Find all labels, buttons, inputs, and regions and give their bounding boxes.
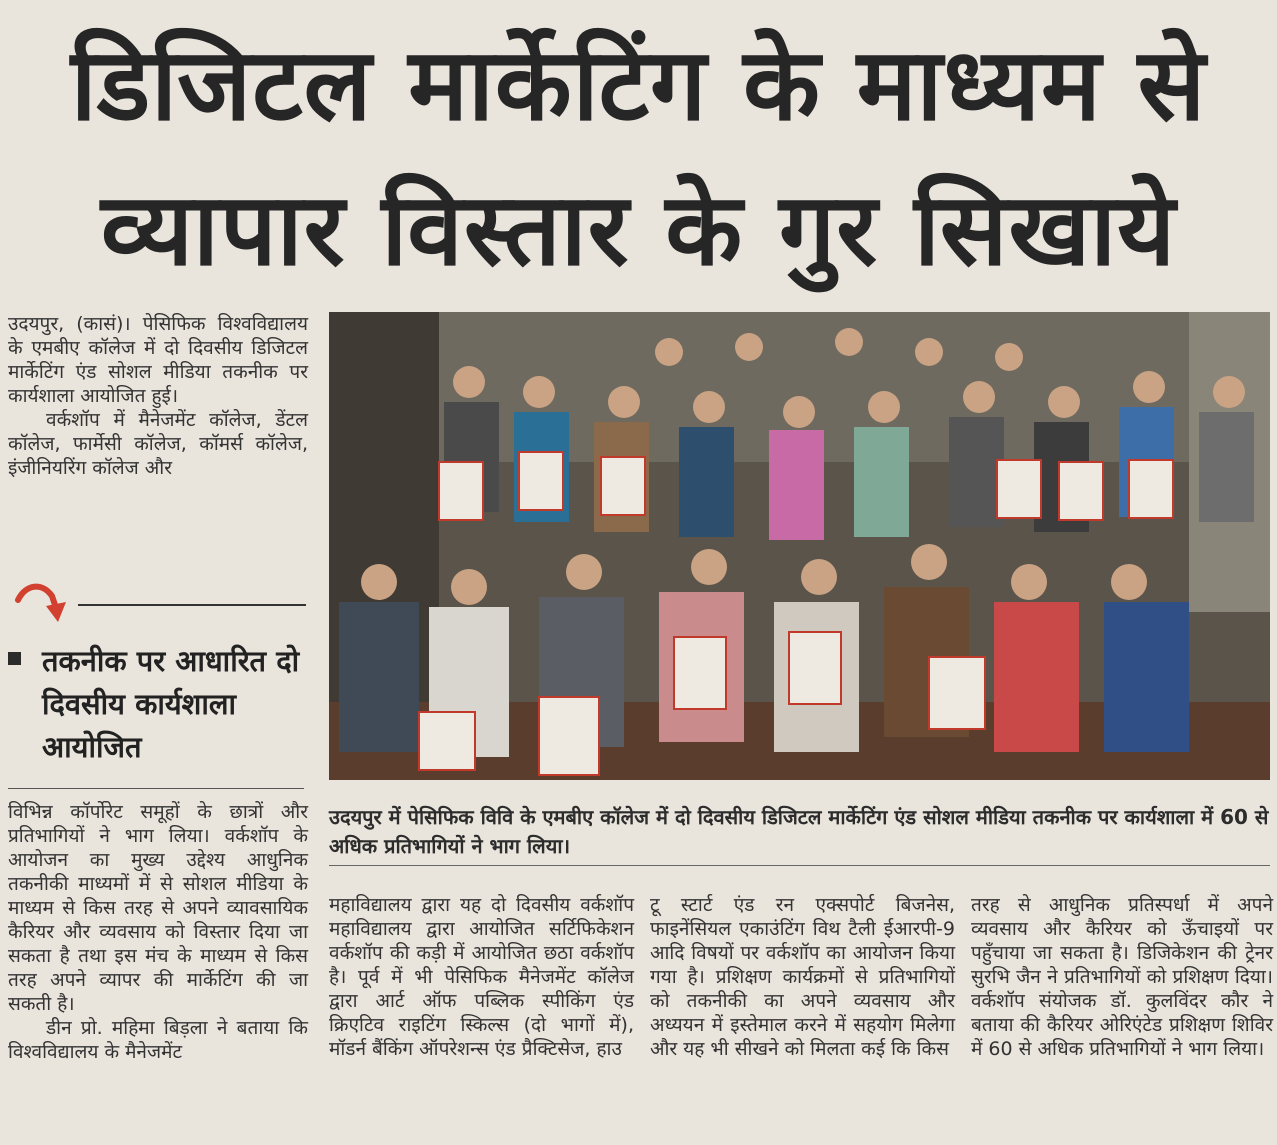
body-column-1-paragraph-2: डीन प्रो. महिमा बिड़ला ने बताया कि विश्वविद्यालय के मैनेजमेंट: [8, 1017, 308, 1063]
body-column-3: टू स्टार्ट एंड रन एक्सपोर्ट बिजनेस, फाइनेंसियल एकाउंटिंग विथ टैली ईआरपी-9 आदि विषयों पर वर्कशॉप का आयोजन किया गया है। प्रशिक्षण कार्यक्रमों से प्रतिभागियों को तकनीकी का अपने व्यवसाय और अध्ययन में इस्तेमाल करने में सहयोग मिलेगा और यह भी सीखने को मिलता कई कि किस: [650, 894, 955, 1060]
body-column-2: महाविद्यालय द्वारा यह दो दिवसीय वर्कशॉप महाविद्यालय द्वारा आयोजित सर्टिफिकेशन वर्कशॉप की कड़ी में आयोजित छठा वर्कशॉप है। पूर्व में भी पेसिफिक मैनेजमेंट कॉलेज द्वारा आर्ट ऑफ पब्लिक स्पीकिंग एंड क्रिएटिव राइटिंग स्किल्स (दो भागों में), मॉडर्न बैंकिंग ऑपरेशन्स एंड प्रैक्टिसेज, हाउ: [329, 894, 634, 1060]
body-column-1: [8, 800, 308, 1064]
group-photo-illustration: [329, 312, 1270, 780]
body-column-4: तरह से आधुनिक प्रतिस्पर्धा में अपने व्यवसाय और कैरियर को ऊँचाइयों पर पहुँचाया जा सकता है। डिजिकेशन की ट्रेनर सुरभि जैन ने प्रतिभागियों को प्रशिक्षण दिया। वर्कशॉप संयोजक डॉ. कुलविंदर कौर ने बताया की कैरियर ओरिएंटेड प्रशिक्षण शिविर में 60 से अधिक प्रतिभागियों ने भाग लिया।: [971, 894, 1273, 1060]
group-photo: [329, 312, 1270, 780]
bullet-square-icon: [8, 652, 21, 665]
intro-column: [8, 312, 308, 480]
highlight-text: तकनीक पर आधारित दो दिवसीय कार्यशाला आयोजित: [42, 644, 300, 764]
intro-paragraph-2: वर्कशॉप में मैनेजमेंट कॉलेज, डेंटल कॉलेज, फार्मेसी कॉलेज, कॉमर्स कॉलेज, इंजीनियरिंग कॉलेज और: [8, 409, 308, 479]
body-column-1-paragraph-1: विभिन्न कॉर्पोरेट समूहों के छात्रों और प्रतिभागियों ने भाग लिया। वर्कशॉप के आयोजन का मुख्य उद्देश्य आधुनिक तकनीकी माध्यमों में से सोशल मीडिया के माध्यम से किस तरह से अपने व्यावसायिक कैरियर और व्यवसाय को विस्तार दिया जा सकता है तथा इस मंच के माध्यम से किस तरह अपने व्यापर की मार्केटिंग की जा सकती है।: [8, 801, 308, 1015]
highlight-rule-top: [78, 604, 306, 606]
caption-rule: [329, 865, 1270, 866]
headline-line-2: व्यापार विस्तार के गुर सिखाये: [100, 171, 1177, 288]
highlight-rule-bottom: [8, 788, 304, 789]
intro-paragraph-1: उदयपुर, (कासं)। पेसिफिक विश्वविद्यालय के एमबीए कॉलेज में दो दिवसीय डिजिटल मार्केटिंग एंड सोशल मीडिया तकनीक पर कार्यशाला आयोजित हुई।: [8, 313, 308, 407]
curved-arrow-icon: [12, 578, 72, 628]
photo-caption: उदयपुर में पेसिफिक विवि के एमबीए कॉलेज में दो दिवसीय डिजिटल मार्केटिंग एंड सोशल मीडिया तकनीक पर कार्यशाला में 60 से अधिक प्रतिभागियों ने भाग लिया।: [329, 805, 1269, 858]
headline-line-1: डिजिटल मार्केटिंग के माध्यम से: [70, 26, 1207, 143]
